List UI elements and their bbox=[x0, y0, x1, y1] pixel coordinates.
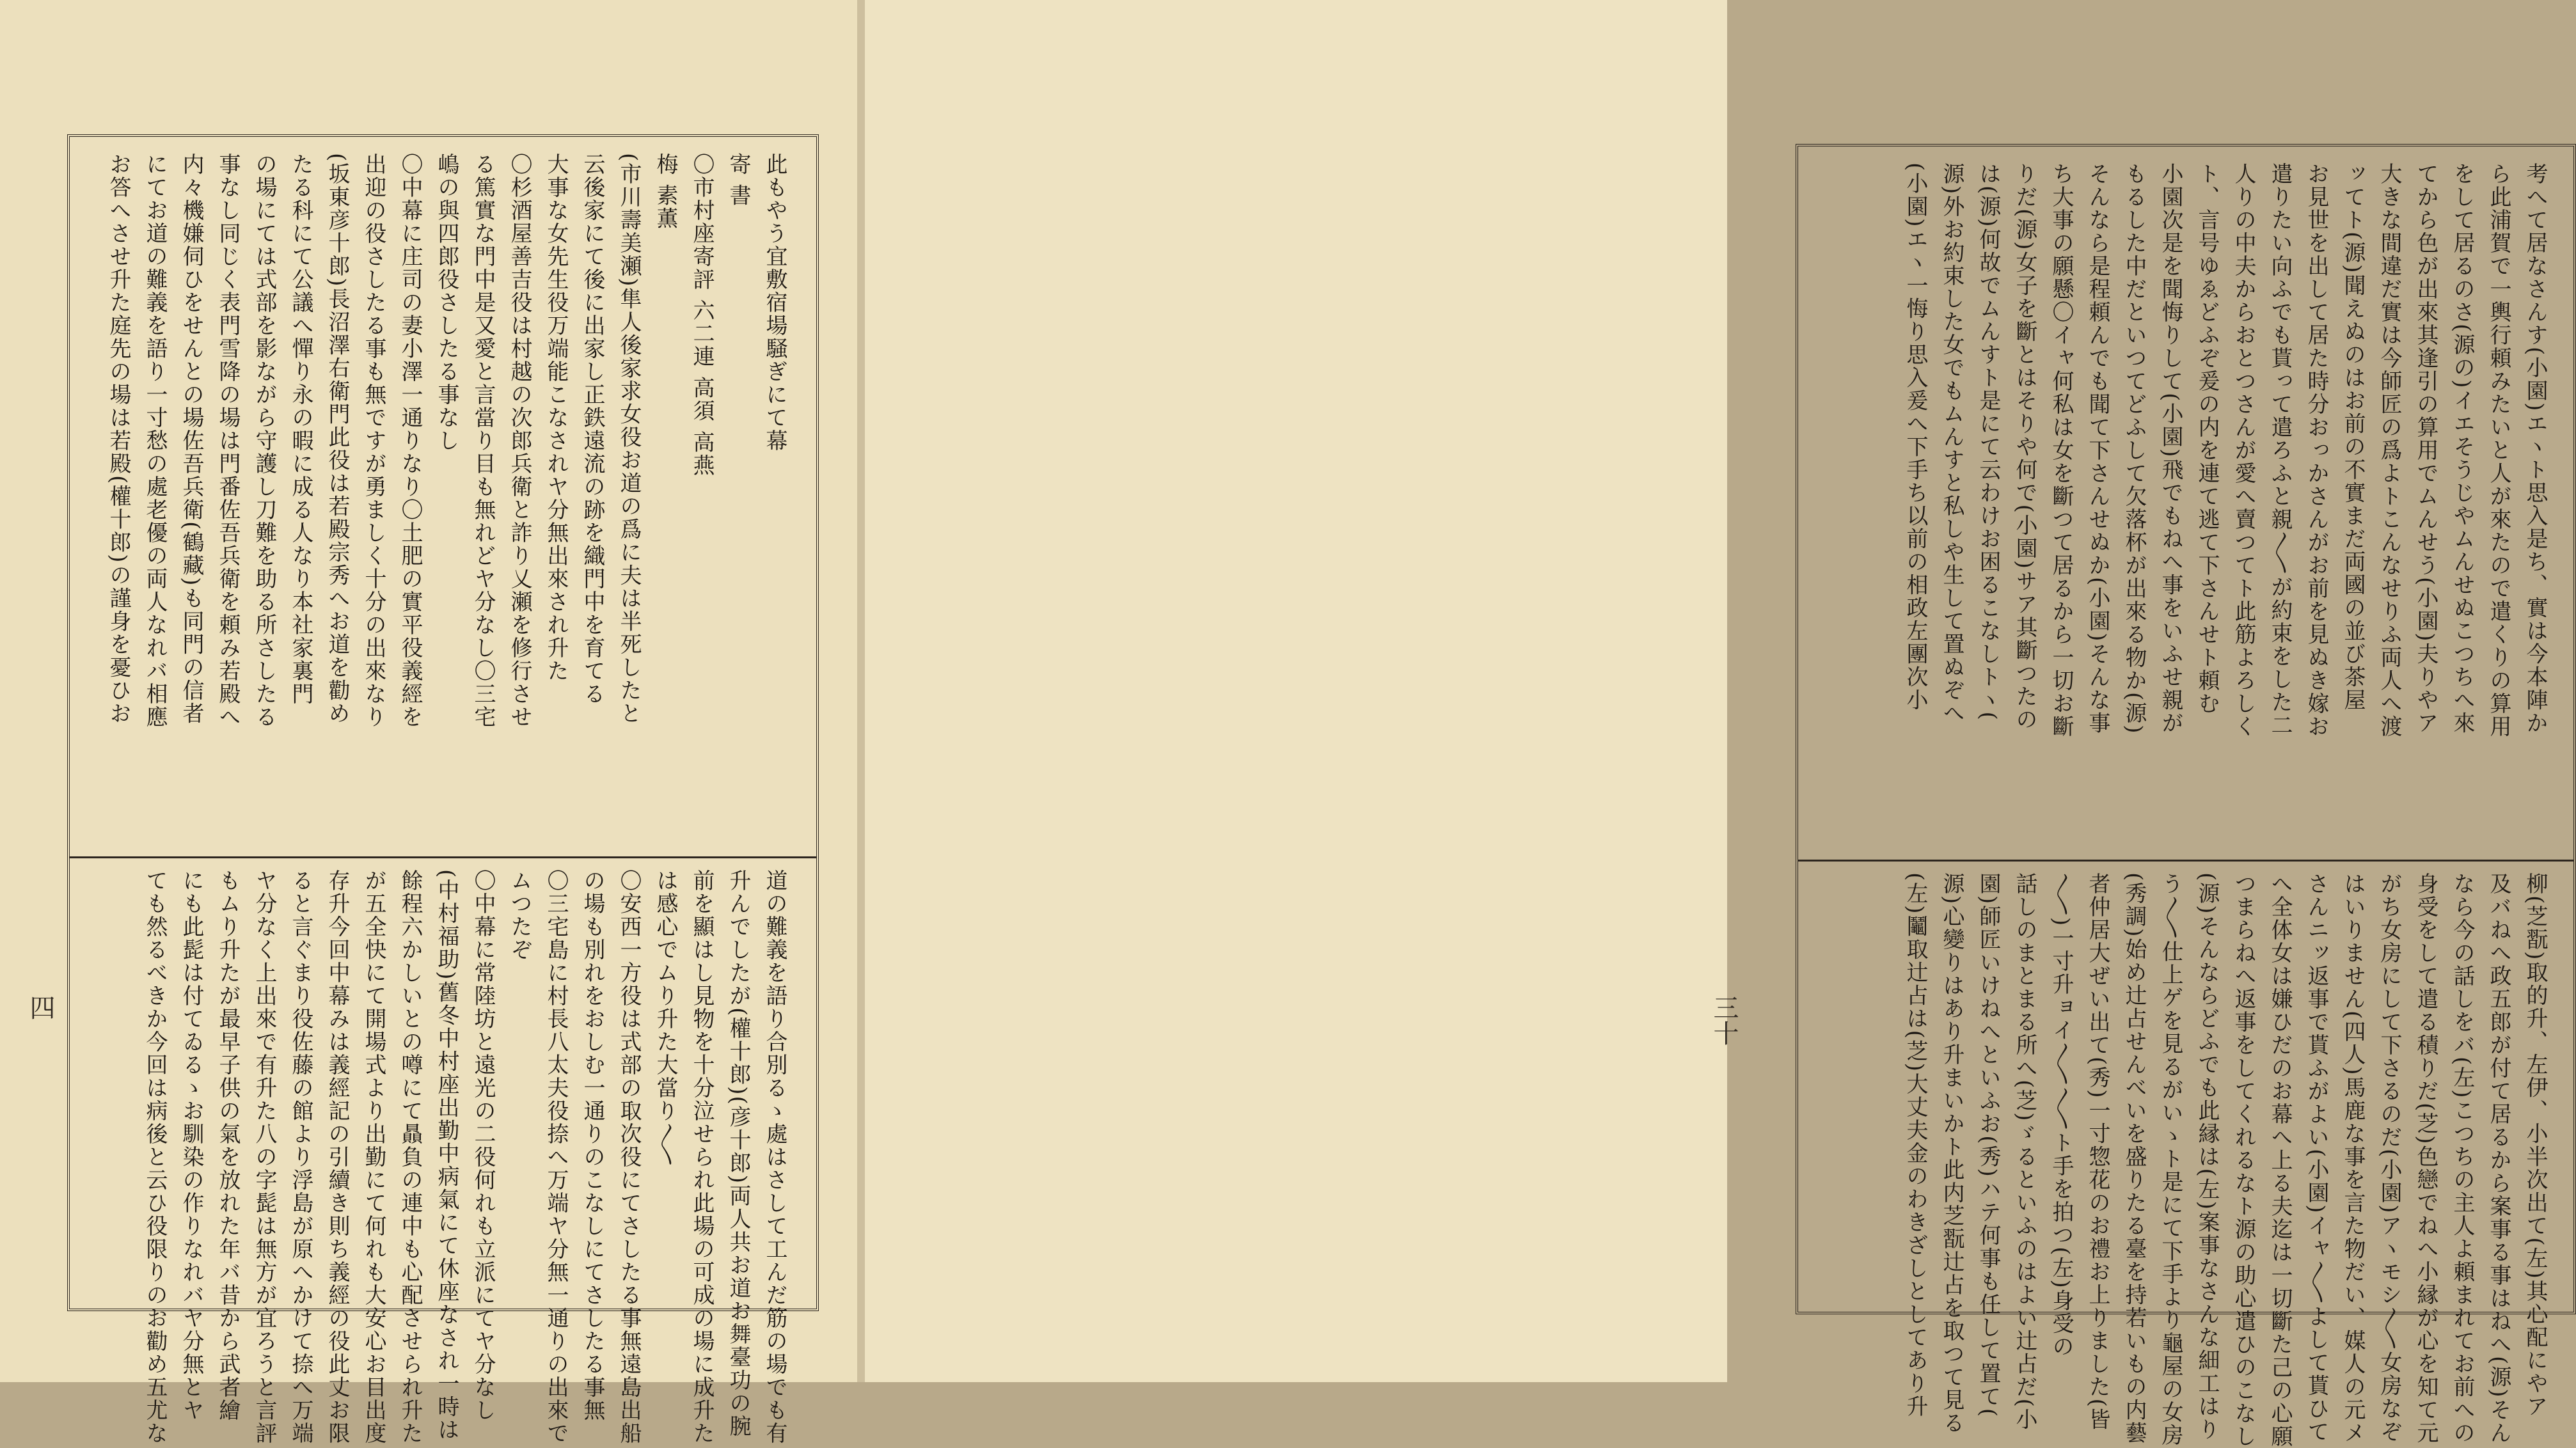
right-text-panel bbox=[1796, 144, 2576, 1448]
right-section-divider bbox=[1798, 860, 2573, 862]
left-text-panel bbox=[67, 134, 819, 1445]
left-page-number: 四 bbox=[26, 995, 55, 1020]
book-spine bbox=[857, 0, 865, 1382]
right-page-number: 三十 bbox=[1709, 995, 1739, 1046]
left-section-divider bbox=[70, 856, 816, 858]
left-upper-text: 此もやう宜敷宿場騒ぎにて幕 寄 書 〇市村座寄評 六二連 高須 高燕 梅 素薫 (市川壽美瀬)隼人後家求女役お道の爲に夫は半死したと 云後家にて後に出家し正鉄遠流の跡を織門中を育てる 大事な女先生役万端能こなされヤ分無出來され升た 〇杉酒屋善吉役は村越の次郎兵衛と詐り乂瀬を修行させ る篤實な門中是又愛と言當り目も無れどヤ分なし〇三宅 嶋の與四郎役さしたる事なし 〇中幕に庄司の妻小澤一通りなり〇土肥の實平役義經を 出迎の役さしたる事も無ですが勇ましく十分の出來なり (坂東彦十郎)長沼澤右衛門此役は若殿宗秀へお道を勸め たる科にて公議へ憚り永の暇に成る人なり本社家裏門 の場にては式部を影ながら守護し刀難を助る所さしたる 事なし同じく表門雪降の場は門番佐吾兵衛を頼み若殿へ 内々機嫌伺ひをせんとの場佐吾兵衛(鶴藏)も同門の信者 にてお道の難義を語り一寸愁の處老優の両人なれバ相應 お答へさせ升た庭先の場は若殿(權十郎)の謹身を憂ひお bbox=[106, 153, 787, 728]
right-upper-text: 考へて居なさんす(小園)エヽト思入是ち、實は今本陣か ら此浦賀で一輿行頼みたいと人が來たので遣くりの算用 をして居るのさ(源の)イエそうじやムんせぬこつちへ來 てから色が出來其逢引の算用でムんせう(小園)夫りやア 大きな間違だ實は今師匠の爲よトこんなせりふ両人へ渡 ッてト(源)聞えぬのはお前の不實まだ両國の並び茶屋 お見世を出して居た時分おっかさんがお前を見ぬき嫁お 遣りたい向ふでも貰って遣ろふと親〳〵が約束をした二 人りの中夫からおとつさんが愛へ賣つてト此筋よろしく ト、言号ゆゑどふぞ爰の内を連て逃て下さんせト頼む 小園次是を聞悔りして(小園)飛でもねへ事をいふせ親が もるした中だといつてどふして欠落杯が出來る物か(源) そんなら是程頼んでも聞て下さんせぬか(小園)そんな事 ち大事の願懸〇イャ何私は女を斷つて居るから一切お斷 りだ(源)女子を斷とはそりや何で(小園)サア其斷つたの は(源)何故でムんすト是にて云わけお困るこなしトヽ( 源)外お約束した女でもムんすと私しや生して置ぬぞへ (小園)エヽ一悔り思入爰へ下手ち以前の相政左團次小 bbox=[1902, 162, 2548, 738]
left-lower-text: 道の難義を語り合別るゝ處はさして工んだ筋の場でも有 升んでしたが(權十郎)(彦十郎)両人共お道お舞臺功の腕 前を顯はし見物を十分泣せられ此場の可成の場に成升た は感心でムり升た大當り〳〵 〇安西一方役は式部の取次役にてさしたる事無遠島出船 の場も別れをおしむ一通りのこなしにてさしたる事無 〇三宅島に村長八太夫役捺へ万端ヤ分無一通りの出來で ムつたぞ 〇中幕に常陸坊と遠光の二役何れも立派にてヤ分なし (中村福助)舊冬中村座出勤中病氣にて休座なされ一時は 餘程六かしいとの噂にて贔負の連中も心配させられ升た が五全快にて開場式より出勤にて何れも大安心お目出度 存升今回中幕みは義經記の引續き則ち義經の役此丈お限 ると言ぐまり役佐藤の館より浮島が原へかけて捺へ万端 ヤ分なく上出來で有升た八の字髭は無方が宜ろうと言評 もムり升たが最早子供の氣を放れた年バ昔から武者繪 にも此髭は付てゐるゝお馴染の作りなれバヤ分無とヤ ても然るべきか今回は病後と云ひ役限りのお勸め五尤な bbox=[142, 869, 787, 1445]
right-lower-text: 柳(芝翫)取的升、左伊、小半次出て(左)其心配にやア 及バねへ政五郎が付て居るから案事る事はねへ(源)そん なら今の話しをバ(左)こつちの主人よ頼まれてお前への 身受をして遣る積りだ(芝)色戀でねへ小縁が心を知て元 がち女房にして下さるのだ(小園)アヽモシ〳〵女房なぞ はいりません(四人)馬鹿な事を言た物だい、媒人の元メ さんニッ返事で貰ふがよい(小園)イャ〳〵よして貰ひて へ全体女は嫌ひだのお幕へ上る夫迄は一切斷た己の心願 つまらねへ返事をしてくれるなト源の助心遣ひのこなし (源)そんならどふでも此縁は(左)案事なさんな細工はり う〳〵仕上ゲを見るがいゝト是にて下手より龜屋の女房 (秀調)始め辻占せんべいを盛りたる臺を持若いもの内藝 者仲居大ぜい出て(秀)一寸惣花のお禮お上りました(皆 〳〵)一寸升ョイ〳〵〳〵ト手を拍つ(左)身受の 話しのまとまる所へ(芝)ゞるといふのはよい辻占だ(小 園)師匠いけねへといふお(秀)ハテ何事も任して置て( 源)心變りはあり升まいかト此内芝翫辻占を取つて見る (左)鬮取辻占は(芝)大丈夫金のわきざしとしてあり升 bbox=[1902, 872, 2548, 1448]
left-page bbox=[0, 0, 857, 1445]
right-page bbox=[865, 0, 2548, 1448]
